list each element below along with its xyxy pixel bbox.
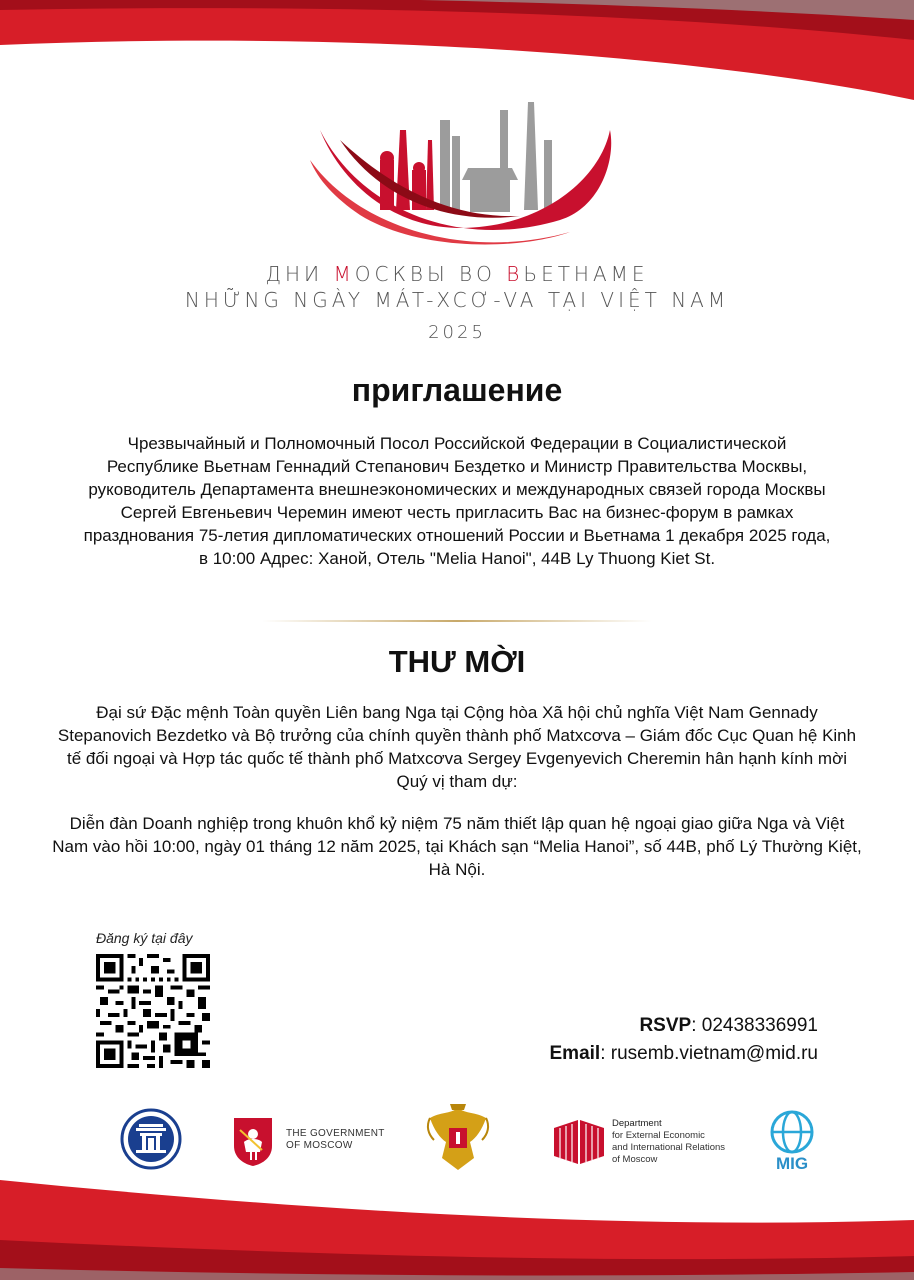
event-name-russian: ДНИ МОСКВЫ ВО ВЬЕТНАМЕ (265, 262, 649, 286)
registration-qr-code[interactable] (96, 954, 210, 1068)
register-label: Đăng ký tại đây (96, 930, 193, 946)
rsvp-phone: RSVP: 02438336991 (639, 1015, 818, 1036)
section-divider (262, 620, 652, 622)
event-name-vietnamese: NHỮNG NGÀY MÁT-XCƠ-VA TẠI VIỆT NAM (184, 288, 730, 312)
contact-email[interactable]: Email: rusemb.vietnam@mid.ru (549, 1043, 818, 1064)
invitation-title-vietnamese: THƯ MỜI (388, 644, 526, 679)
event-year: 2025 (428, 322, 486, 343)
department-emblem-icon (552, 1118, 606, 1166)
mig-label: MIG (775, 1154, 809, 1173)
globe-icon (768, 1110, 816, 1154)
moscow-government-label: THE GOVERNMENT OF MOSCOW (286, 1128, 385, 1151)
invitation-body-vietnamese-2: Diễn đàn Doanh nghiệp trong khuôn khổ kỷ niệm 75 năm thiết lập quan hệ ngoại giao giữa Nga và Việt Nam vào hồi 10:00, ngày 01 tháng 12 năm 2025, tại Khách sạn “Melia Hanoi”, số 44B, phố Lý Thường Kiệt, Hà Nội. (52, 814, 862, 879)
department-label: Department for External Economic and International Relations of Moscow (612, 1118, 726, 1165)
invitation-body-vietnamese-1: Đại sứ Đặc mệnh Toàn quyền Liên bang Nga tại Cộng hòa Xã hội chủ nghĩa Việt Nam Gennady Stepanovich Bezdetko và Bộ trưởng của chính quyền thành phố Matxcơva – Giám đốc Cục Quan hệ Kinh tế đối ngoại và Hợp tác quốc tế thành phố Matxcơva Sergey Evgenyevich Cheremin hân hạnh kính mời Quý vị tham dự: (57, 703, 857, 791)
bottom-decorative-band (0, 1160, 914, 1280)
invitation-body-russian: Чрезвычайный и Полномочный Посол Российской Федерации в Социалистической Республике Вьетнам Геннадий Степанович Бездетко и Министр Правительства Москвы, руководитель Департамента внешнеэкономических и международных связей города Москвы Сергей Евгеньевич Черемин имеют честь пригласить Вас на бизнес-форум в рамках празднования 75-летия дипломатических отношений России и Вьетнама 1 декабря 2025 года, в 10:00 Адрес: Ханой, Отель "Melia Hanoi", 44B Ly Thuong Kiet St. (83, 434, 831, 568)
event-logo (300, 100, 620, 260)
invitation-title-russian: приглашение (351, 372, 563, 408)
